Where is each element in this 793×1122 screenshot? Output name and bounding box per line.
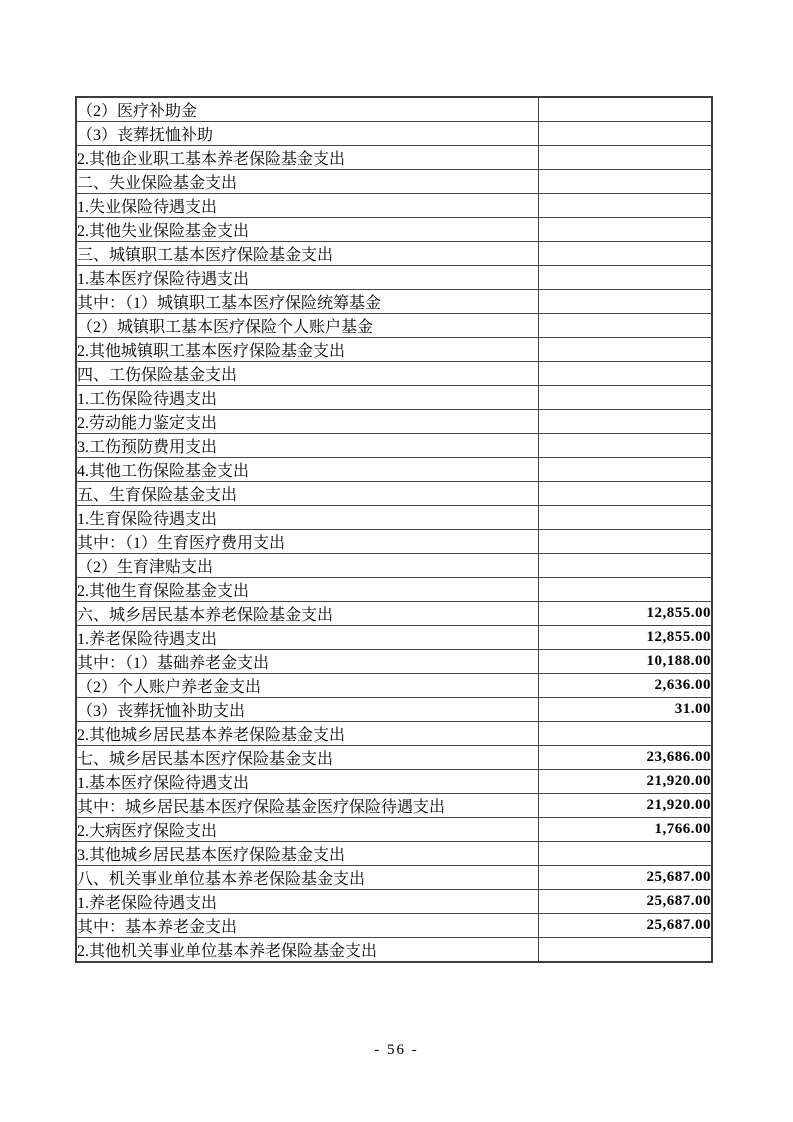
table-row [76,338,712,362]
table-row [76,146,712,170]
row-amount [538,578,712,602]
row-label: 1.基本医疗保险待遇支出 [76,266,538,290]
table-row [76,194,712,218]
table-row [76,434,712,458]
table-row [76,770,712,794]
table-row [76,650,712,674]
row-label: （2）医疗补助金 [76,97,538,122]
table-row [76,890,712,914]
row-label: 2.其他企业职工基本养老保险基金支出 [76,146,538,170]
row-label: 其中：（1）基础养老金支出 [76,650,538,674]
table-row [76,218,712,242]
table-row [76,794,712,818]
row-label: 二、失业保险基金支出 [76,170,538,194]
row-label: 四、工伤保险基金支出 [76,362,538,386]
row-amount: 12,855.00 [538,626,712,650]
row-amount: 12,855.00 [538,602,712,626]
row-label: 八、机关事业单位基本养老保险基金支出 [76,866,538,890]
row-amount [538,362,712,386]
table-row [76,314,712,338]
row-label: 六、城乡居民基本养老保险基金支出 [76,602,538,626]
row-label: 其中：基本养老金支出 [76,914,538,938]
page-number: - 56 - [374,1042,419,1058]
table-row [76,386,712,410]
row-label: 2.大病医疗保险支出 [76,818,538,842]
table-row [76,602,712,626]
row-amount [538,122,712,146]
table-row [76,122,712,146]
row-label: 其中：城乡居民基本医疗保险基金医疗保险待遇支出 [76,794,538,818]
row-label: 其中：（1）城镇职工基本医疗保险统筹基金 [76,290,538,314]
table-row [76,746,712,770]
table-row [76,578,712,602]
row-amount [538,554,712,578]
row-amount [538,482,712,506]
row-amount: 1,766.00 [538,818,712,842]
row-amount [538,410,712,434]
row-amount [538,146,712,170]
row-amount [538,314,712,338]
table-row [76,914,712,938]
budget-table [75,96,713,963]
row-amount [538,194,712,218]
row-amount: 25,687.00 [538,914,712,938]
row-label: 五、生育保险基金支出 [76,482,538,506]
row-amount [538,506,712,530]
table-row [76,674,712,698]
row-amount [538,338,712,362]
row-label: 1.养老保险待遇支出 [76,626,538,650]
row-amount [538,170,712,194]
row-label: 3.其他城乡居民基本医疗保险基金支出 [76,842,538,866]
row-amount [538,97,712,122]
row-amount [538,722,712,746]
row-amount [538,938,712,963]
table-row [76,626,712,650]
row-amount: 21,920.00 [538,794,712,818]
row-amount [538,386,712,410]
row-label: 三、城镇职工基本医疗保险基金支出 [76,242,538,266]
row-amount: 25,687.00 [538,890,712,914]
row-label: （2）生育津贴支出 [76,554,538,578]
table-row [76,722,712,746]
row-label: （3）丧葬抚恤补助支出 [76,698,538,722]
row-amount: 23,686.00 [538,746,712,770]
row-label: 4.其他工伤保险基金支出 [76,458,538,482]
row-label: 2.劳动能力鉴定支出 [76,410,538,434]
row-label: 2.其他生育保险基金支出 [76,578,538,602]
table-row [76,866,712,890]
table-row [76,554,712,578]
row-label: 1.基本医疗保险待遇支出 [76,770,538,794]
table-row [76,410,712,434]
row-label: 1.养老保险待遇支出 [76,890,538,914]
row-label: 1.失业保险待遇支出 [76,194,538,218]
table-row [76,458,712,482]
table-row [76,530,712,554]
table-row [76,938,712,963]
row-label: （2）个人账户养老金支出 [76,674,538,698]
row-amount: 10,188.00 [538,650,712,674]
row-label: 2.其他失业保险基金支出 [76,218,538,242]
row-amount [538,242,712,266]
row-amount [538,290,712,314]
row-amount [538,434,712,458]
row-label: 3.工伤预防费用支出 [76,434,538,458]
table-row [76,482,712,506]
row-amount: 31.00 [538,698,712,722]
table-row [76,170,712,194]
row-amount [538,458,712,482]
row-label: 2.其他城乡居民基本养老保险基金支出 [76,722,538,746]
row-label: （2）城镇职工基本医疗保险个人账户基金 [76,314,538,338]
row-amount: 25,687.00 [538,866,712,890]
row-amount: 21,920.00 [538,770,712,794]
row-amount [538,842,712,866]
row-label: 其中：（1）生育医疗费用支出 [76,530,538,554]
row-label: 1.工伤保险待遇支出 [76,386,538,410]
table-row [76,506,712,530]
row-label: （3）丧葬抚恤补助 [76,122,538,146]
row-label: 七、城乡居民基本医疗保险基金支出 [76,746,538,770]
table-row [76,818,712,842]
row-label: 2.其他机关事业单位基本养老保险基金支出 [76,938,538,963]
table-row [76,266,712,290]
row-label: 1.生育保险待遇支出 [76,506,538,530]
table-row [76,242,712,266]
row-amount [538,530,712,554]
table-row [76,362,712,386]
table-row [76,97,712,122]
row-amount: 2,636.00 [538,674,712,698]
row-label: 2.其他城镇职工基本医疗保险基金支出 [76,338,538,362]
row-amount [538,218,712,242]
table-row [76,290,712,314]
table-row [76,842,712,866]
table-row [76,698,712,722]
row-amount [538,266,712,290]
